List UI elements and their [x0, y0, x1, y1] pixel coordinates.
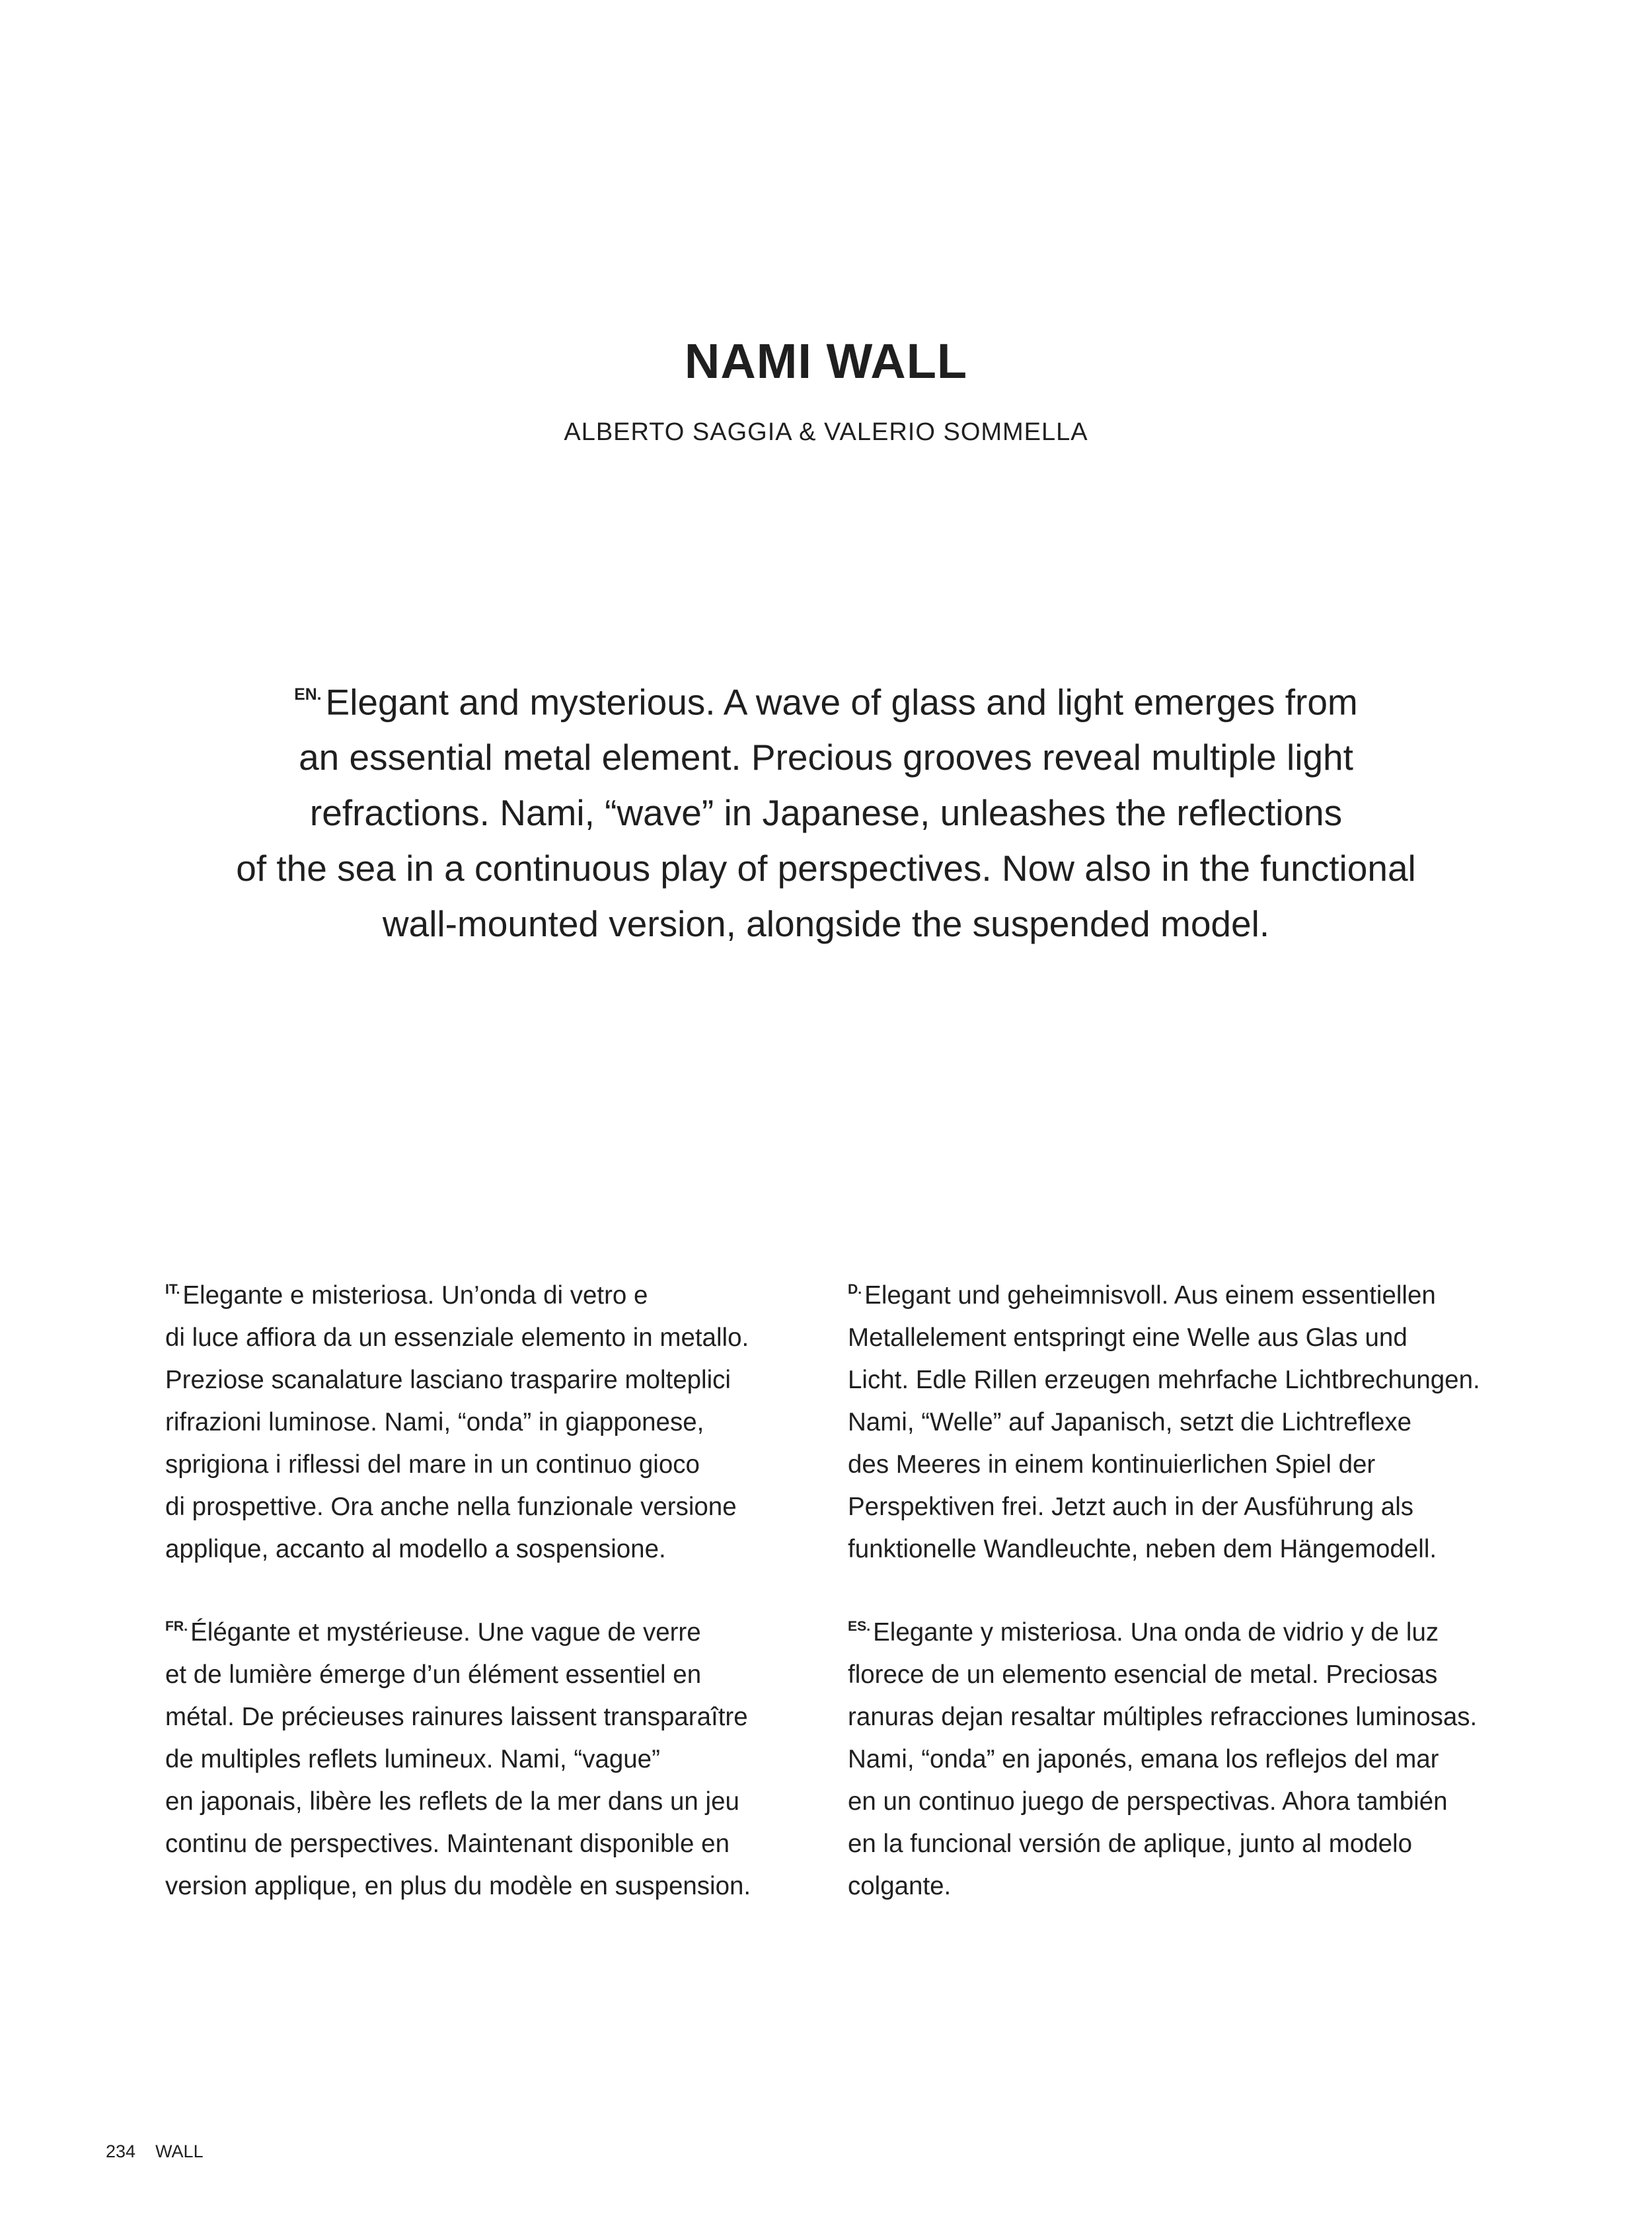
section-label: WALL: [155, 2141, 204, 2161]
de-line: Nami, “Welle” auf Japanisch, setzt die Lichtreflexe: [848, 1407, 1412, 1436]
de-line: Licht. Edle Rillen erzeugen mehrfache Lichtbrechungen.: [848, 1365, 1480, 1394]
language-tag: D.: [848, 1282, 862, 1297]
language-tag: FR.: [165, 1619, 188, 1634]
en-line: wall-mounted version, alongside the suspended model.: [382, 903, 1270, 945]
it-line: applique, accanto al modello a sospensione.: [165, 1534, 666, 1563]
fr-line: et de lumière émerge d’un élément essentiel en: [165, 1660, 702, 1689]
fr-line: métal. De précieuses rainures laissent transparaître: [165, 1702, 748, 1731]
de-line: $^{D.}$ Elegant und geheimnisvoll. Aus einem essentiellen: [848, 1281, 1436, 1310]
language-tag: ES.: [848, 1619, 871, 1634]
italian-description: [165, 1269, 826, 1571]
fr-line: version applique, en plus du modèle en suspension.: [165, 1871, 751, 1900]
page-title: NAMI WALL: [684, 334, 968, 389]
it-line: di luce affiora da un essenziale elemento in metallo.: [165, 1323, 749, 1352]
language-tag: IT.: [165, 1282, 180, 1297]
en-line: of the sea in a continuous play of perspectives. Now also in the functional: [236, 848, 1416, 889]
page-number: 234: [106, 2141, 136, 2161]
fr-line: $^{FR.}$ Élégante et mystérieuse. Une vague de verre: [165, 1617, 701, 1647]
es-line: ranuras dejan resaltar múltiples refracciones luminosas.: [848, 1702, 1478, 1731]
designers-credit: ALBERTO SAGGIA & VALERIO SOMMELLA: [564, 418, 1088, 446]
it-line: $^{IT.}$ Elegante e misteriosa. Un’onda di vetro e: [165, 1281, 648, 1310]
de-line: Perspektiven frei. Jetzt auch in der Ausführung als: [848, 1492, 1414, 1521]
french-description: [165, 1606, 826, 1908]
german-description: [848, 1269, 1509, 1571]
it-line: sprigiona i riflessi del mare in un continuo gioco: [165, 1450, 700, 1479]
it-line: di prospettive. Ora anche nella funzionale versione: [165, 1492, 737, 1521]
fr-line: continu de perspectives. Maintenant disponible en: [165, 1829, 730, 1858]
es-line: colgante.: [848, 1871, 952, 1900]
spanish-description: [848, 1606, 1509, 1908]
es-line: en la funcional versión de aplique, junto al modelo: [848, 1829, 1412, 1858]
english-description: [178, 667, 1474, 951]
es-line: florece de un elemento esencial de metal. Preciosas: [848, 1660, 1438, 1689]
it-line: Preziose scanalature lasciano trasparire molteplici: [165, 1365, 731, 1394]
de-line: des Meeres in einem kontinuierlichen Spiel der: [848, 1450, 1376, 1479]
en-line: refractions. Nami, “wave” in Japanese, unleashes the reflections: [309, 792, 1343, 834]
language-tag: EN.: [294, 686, 322, 704]
en-line: $^{EN.}$ Elegant and mysterious. A wave of glass and light emerges from: [294, 681, 1358, 723]
page-footer: [106, 2143, 204, 2161]
it-line: rifrazioni luminose. Nami, “onda” in giapponese,: [165, 1407, 704, 1436]
es-line: Nami, “onda” en japonés, emana los reflejos del mar: [848, 1744, 1439, 1773]
de-line: funktionelle Wandleuchte, neben dem Hängemodell.: [848, 1534, 1437, 1563]
es-line: $^{ES.}$ Elegante y misteriosa. Una onda de vidrio y de luz: [848, 1617, 1439, 1647]
de-line: Metallelement entspringt eine Welle aus Glas und: [848, 1323, 1408, 1352]
es-line: en un continuo juego de perspectivas. Ahora también: [848, 1787, 1448, 1816]
en-line: an essential metal element. Precious grooves reveal multiple light: [299, 737, 1353, 778]
fr-line: en japonais, libère les reflets de la mer dans un jeu: [165, 1787, 739, 1816]
fr-line: de multiples reflets lumineux. Nami, “vague”: [165, 1744, 660, 1773]
